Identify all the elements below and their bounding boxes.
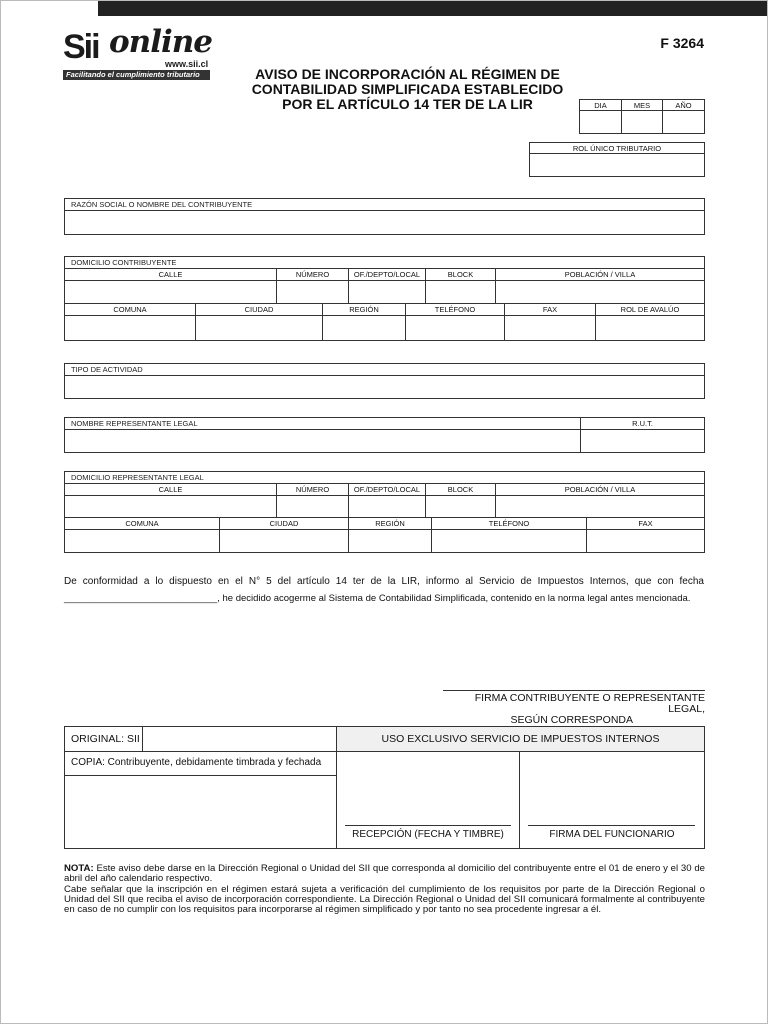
rep-fax-field[interactable] — [587, 530, 704, 552]
rut-label: ROL ÚNICO TRIBUTARIO — [530, 143, 704, 154]
copia-label-bold: COPIA: — [71, 757, 105, 768]
copia-label — [65, 752, 337, 776]
nota-p1: Este aviso debe darse en la Dirección Regional o Unidad del SII que corresponda al domicilio del contribuyente entre el 01 de enero y el 30 de abril del año calendario respectivo. — [64, 863, 705, 885]
rep-comuna-field[interactable] — [65, 530, 220, 552]
dom-rolavaluo-label: ROL DE AVALÚO — [596, 304, 704, 316]
rep-telefono-label: TELÉFONO — [432, 518, 587, 530]
dom-calle-field[interactable] — [65, 281, 277, 304]
rut-box — [529, 142, 705, 177]
dom-comuna-field[interactable] — [65, 316, 196, 340]
dom-region-label: REGIÓN — [323, 304, 406, 316]
rep-ofdepto-label: OF./DEPTO/LOCAL — [349, 484, 426, 496]
tipo-actividad-label: TIPO DE ACTIVIDAD — [65, 364, 704, 376]
signature-caption-1: FIRMA CONTRIBUYENTE O REPRESENTANTE LEGAL, — [474, 692, 705, 715]
recepcion-label: RECEPCIÓN (FECHA Y TIMBRE) — [352, 829, 504, 840]
domicilio-box — [64, 256, 705, 341]
rep-calle-field[interactable] — [65, 496, 277, 518]
rep-region-label: REGIÓN — [349, 518, 432, 530]
domicilio-rep-label: DOMICILIO REPRESENTANTE LEGAL — [65, 472, 704, 484]
representante-nombre-field[interactable] — [65, 430, 581, 452]
firma-funcionario-line — [528, 825, 695, 826]
rep-poblacion-field[interactable] — [496, 496, 704, 518]
rut-field[interactable] — [530, 154, 704, 176]
date-ano-label: AÑO — [663, 100, 704, 111]
dom-region-field[interactable] — [323, 316, 406, 340]
dom-block-field[interactable] — [426, 281, 496, 304]
dom-ofdepto-field[interactable] — [349, 281, 426, 304]
dom-poblacion-label: POBLACIÓN / VILLA — [496, 269, 704, 281]
razon-social-field[interactable] — [65, 211, 704, 234]
signature-line — [443, 690, 705, 691]
declaration-line-1: De conformidad a lo dispuesto en el N° 5 del artículo 14 ter de la LIR, informo al Servicio de Impuestos Internos, que con fecha — [64, 576, 704, 587]
rep-numero-label: NÚMERO — [277, 484, 349, 496]
date-box — [579, 99, 705, 134]
nota-paragraph-2: Cabe señalar que la inscripción en el régimen estará sujeta a verificación del cumplimiento de los requisitos por parte de la Dirección Regional o Unidad del SII que reciba el aviso de incorporación correspondiente. La Dirección Regional o Unidad del SII comunicará formalmente al contribuyente en caso de no cumplir con los requisitos para incorporarse al régimen simplificado y por tanto no sea procedente ingresar a él. — [64, 883, 705, 916]
dom-rolavaluo-field[interactable] — [596, 316, 704, 340]
representante-rut-label: R.U.T. — [581, 418, 704, 430]
title-line-1: AVISO DE INCORPORACIÓN AL RÉGIMEN DE — [255, 66, 560, 82]
logo-url: www.sii.cl — [165, 59, 209, 69]
nota-paragraph-1 — [64, 864, 705, 885]
rep-calle-label: CALLE — [65, 484, 277, 496]
original-label: ORIGINAL: SII — [65, 727, 143, 752]
recepcion-line — [345, 825, 511, 826]
domicilio-label: DOMICILIO CONTRIBUYENTE — [65, 257, 704, 269]
top-black-bar — [98, 0, 768, 16]
logo-sii-text: Sii — [63, 28, 99, 66]
date-dia-field[interactable] — [580, 111, 622, 133]
nota-bold: NOTA: — [64, 863, 94, 874]
dom-poblacion-field[interactable] — [496, 281, 704, 304]
signature-caption-2: SEGÚN CORRESPONDA — [510, 714, 633, 726]
logo-tagline: Facilitando el cumplimiento tributario — [63, 70, 210, 80]
nota-text — [64, 864, 705, 915]
dom-fax-field[interactable] — [505, 316, 596, 340]
copia-label-rest: Contribuyente, debidamente timbrada y fechada — [104, 757, 322, 768]
firma-funcionario-label: FIRMA DEL FUNCIONARIO — [549, 829, 675, 840]
title-line-3: POR EL ARTÍCULO 14 TER DE LA LIR — [282, 96, 533, 112]
logo-online-text: online — [109, 24, 213, 60]
representante-box — [64, 417, 705, 453]
title-line-2: CONTABILIDAD SIMPLIFICADA ESTABLECIDO — [251, 81, 564, 97]
declaration-text — [64, 573, 704, 607]
rep-block-field[interactable] — [426, 496, 496, 518]
rep-ciudad-field[interactable] — [220, 530, 349, 552]
uso-exclusivo-header: USO EXCLUSIVO SERVICIO DE IMPUESTOS INTERNOS — [337, 727, 704, 752]
dom-ciudad-label: CIUDAD — [196, 304, 323, 316]
signature-caption — [443, 693, 705, 726]
dom-telefono-field[interactable] — [406, 316, 505, 340]
tipo-actividad-box — [64, 363, 705, 399]
rep-fax-label: FAX — [587, 518, 704, 530]
dom-ofdepto-label: OF./DEPTO/LOCAL — [349, 269, 426, 281]
dom-comuna-label: COMUNA — [65, 304, 196, 316]
representante-rut-field[interactable] — [581, 430, 704, 452]
date-dia-label: DIA — [580, 100, 622, 111]
dom-ciudad-field[interactable] — [196, 316, 323, 340]
original-blank — [143, 727, 337, 752]
rep-numero-field[interactable] — [277, 496, 349, 518]
sii-online-logo — [63, 22, 213, 82]
office-use-box — [64, 726, 705, 849]
dom-numero-field[interactable] — [277, 281, 349, 304]
date-mes-label: MES — [622, 100, 663, 111]
rep-ofdepto-field[interactable] — [349, 496, 426, 518]
firma-funcionario-area[interactable] — [520, 752, 704, 848]
date-mes-field[interactable] — [622, 111, 663, 133]
tipo-actividad-field[interactable] — [65, 376, 704, 398]
rep-poblacion-label: POBLACIÓN / VILLA — [496, 484, 704, 496]
representante-label: NOMBRE REPRESENTANTE LEGAL — [65, 418, 581, 430]
dom-block-label: BLOCK — [426, 269, 496, 281]
copia-area — [65, 776, 337, 848]
recepcion-area[interactable] — [337, 752, 520, 848]
rep-region-field[interactable] — [349, 530, 432, 552]
domicilio-rep-box — [64, 471, 705, 553]
form-title — [215, 67, 600, 112]
rep-telefono-field[interactable] — [432, 530, 587, 552]
dom-fax-label: FAX — [505, 304, 596, 316]
rep-ciudad-label: CIUDAD — [220, 518, 349, 530]
form-number: F 3264 — [660, 35, 704, 51]
razon-social-box — [64, 198, 705, 235]
declaration-line-2: _____________________________, he decidido acogerme al Sistema de Contabilidad Simplificada, contenido en la norma legal antes mencionada. — [64, 593, 691, 604]
dom-calle-label: CALLE — [65, 269, 277, 281]
date-ano-field[interactable] — [663, 111, 704, 133]
dom-numero-label: NÚMERO — [277, 269, 349, 281]
rep-comuna-label: COMUNA — [65, 518, 220, 530]
dom-telefono-label: TELÉFONO — [406, 304, 505, 316]
razon-social-label: RAZÓN SOCIAL O NOMBRE DEL CONTRIBUYENTE — [65, 199, 704, 211]
rep-block-label: BLOCK — [426, 484, 496, 496]
